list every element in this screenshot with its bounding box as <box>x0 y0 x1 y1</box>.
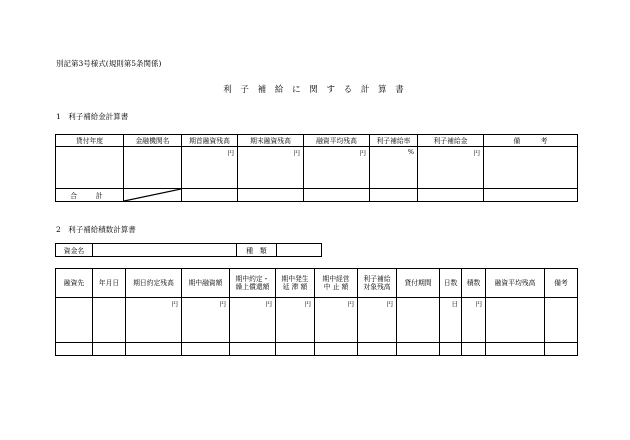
cell-blank[interactable] <box>276 343 315 356</box>
table-header-row <box>56 135 578 147</box>
col-header-discontinued: 期中経営 中 止 額 <box>315 269 358 298</box>
cell-average-balance[interactable] <box>486 298 545 343</box>
col-header-remarks: 備考 <box>545 269 578 298</box>
col-header-product: 積数 <box>462 269 486 298</box>
cell-subsidy-amount[interactable]: 円 <box>418 147 484 189</box>
fund-name-field[interactable] <box>93 244 237 257</box>
cell-blank[interactable] <box>230 343 276 356</box>
cell-loan-year[interactable] <box>56 147 124 189</box>
cell-blank[interactable] <box>462 343 486 356</box>
interest-subsidy-table <box>55 134 578 202</box>
col-header-days: 日数 <box>440 269 462 298</box>
cell-blank[interactable] <box>56 343 93 356</box>
col-header-subsidy-rate: 利子補給率 <box>370 135 418 147</box>
total-label: 合 計 <box>56 189 124 202</box>
fund-type-field[interactable] <box>277 244 322 257</box>
cell-blank[interactable] <box>93 343 126 356</box>
cell-repayments[interactable]: 円 <box>230 298 276 343</box>
col-header-subsidy-amount: 利子補給金 <box>418 135 484 147</box>
cell-blank[interactable] <box>182 343 230 356</box>
cell-blank[interactable] <box>358 343 397 356</box>
col-header-remarks: 備 考 <box>484 135 578 147</box>
total-closing-balance[interactable] <box>238 189 304 202</box>
section1-heading: 1 利子補給金計算書 <box>56 112 129 121</box>
cell-delinquency[interactable]: 円 <box>276 298 315 343</box>
col-header-repayments: 期中約定・ 繰上償還額 <box>230 269 276 298</box>
col-header-average-balance: 融資平均残高 <box>486 269 545 298</box>
cell-discontinued[interactable]: 円 <box>315 298 358 343</box>
cell-opening-balance[interactable]: 円 <box>182 147 238 189</box>
total-opening-balance[interactable] <box>182 189 238 202</box>
total-row <box>56 189 578 202</box>
cell-blank[interactable] <box>397 343 440 356</box>
table-row <box>56 147 578 189</box>
col-header-closing-balance: 期末融資残高 <box>238 135 304 147</box>
col-header-period-loans: 期中融資額 <box>182 269 230 298</box>
cell-subsidy-rate[interactable]: % <box>370 147 418 189</box>
interest-product-table <box>55 268 578 356</box>
cell-blank[interactable] <box>440 343 462 356</box>
cell-borrower[interactable] <box>56 298 93 343</box>
col-header-opening-balance: 期首融資残高 <box>182 135 238 147</box>
cell-blank[interactable] <box>315 343 358 356</box>
form-label: 別記第3号様式(規則第5条関係) <box>56 59 162 68</box>
col-header-bank-name: 金融機関名 <box>124 135 182 147</box>
total-remarks[interactable] <box>484 189 578 202</box>
diagonal-line-icon <box>124 189 181 201</box>
cell-closing-balance[interactable]: 円 <box>238 147 304 189</box>
col-header-borrower: 融資先 <box>56 269 93 298</box>
cell-date[interactable] <box>93 298 126 343</box>
section2-heading: 2 利子補給積数計算書 <box>56 225 136 234</box>
table-row <box>56 343 578 356</box>
cell-loan-period[interactable] <box>397 298 440 343</box>
cell-blank[interactable] <box>486 343 545 356</box>
cell-bank-name[interactable] <box>124 147 182 189</box>
fund-info-row <box>56 244 322 257</box>
cell-blank[interactable] <box>545 343 578 356</box>
col-header-average-balance: 融資平均残高 <box>304 135 370 147</box>
table-header-row <box>56 269 578 298</box>
col-header-date: 年月日 <box>93 269 126 298</box>
table-row <box>56 298 578 343</box>
total-average-balance[interactable] <box>304 189 370 202</box>
fund-name-label: 資金名 <box>56 244 93 257</box>
col-header-eligible-balance: 利子補給 対象残高 <box>358 269 397 298</box>
cell-remarks[interactable] <box>545 298 578 343</box>
cell-remarks[interactable] <box>484 147 578 189</box>
diagonal-slash-cell <box>124 189 182 202</box>
cell-days[interactable]: 日 <box>440 298 462 343</box>
cell-contract-balance[interactable]: 円 <box>126 298 182 343</box>
cell-average-balance[interactable]: 円 <box>304 147 370 189</box>
col-header-loan-year: 貸付年度 <box>56 135 124 147</box>
cell-blank[interactable] <box>126 343 182 356</box>
cell-product[interactable]: 円 <box>462 298 486 343</box>
fund-type-label: 種 類 <box>237 244 277 257</box>
cell-period-loans[interactable]: 円 <box>182 298 230 343</box>
cell-eligible-balance[interactable]: 円 <box>358 298 397 343</box>
total-subsidy-amount[interactable] <box>418 189 484 202</box>
total-subsidy-rate[interactable] <box>370 189 418 202</box>
fund-info-table <box>55 243 322 257</box>
col-header-contract-balance: 期日約定残高 <box>126 269 182 298</box>
col-header-delinquency: 期中発生 延 滞 額 <box>276 269 315 298</box>
document-title: 利 子 補 給 に 関 す る 計 算 書 <box>223 85 407 95</box>
col-header-loan-period: 貸付期間 <box>397 269 440 298</box>
